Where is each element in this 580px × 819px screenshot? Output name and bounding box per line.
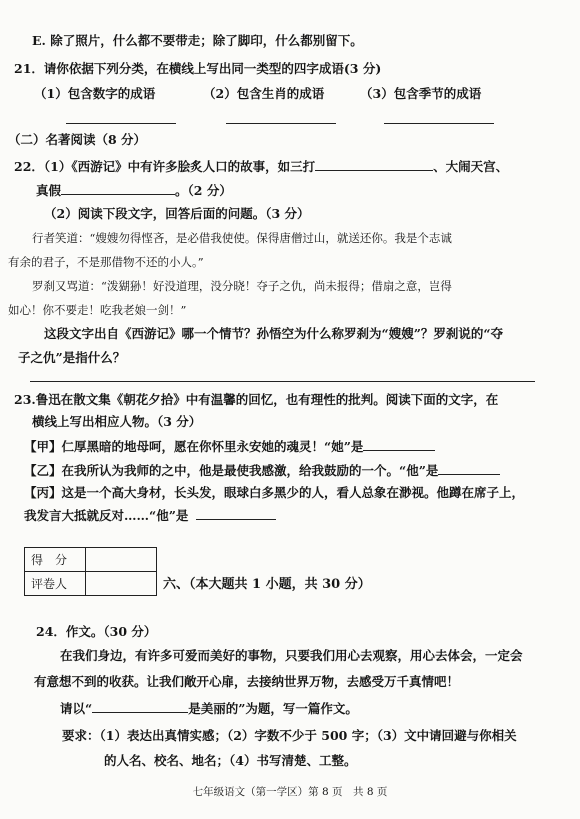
score-box — [24, 547, 157, 596]
grader-cell[interactable] — [86, 572, 157, 596]
q21-answer-line-1[interactable] — [66, 123, 176, 124]
q23-item-bing-2: 我发言大抵就反对……“他”是 — [24, 507, 276, 524]
q23-item-yi: 【乙】在我所认为我师的之中，他是最使我感激，给我鼓励的一个。“他”是 — [24, 462, 500, 479]
q21-answer-line-3[interactable] — [384, 123, 494, 124]
q23-prompt-2: 横线上写出相应人物。（3 分） — [32, 414, 202, 429]
page-footer: 七年级语文（第一学区）第 8 页 共 8 页 — [192, 786, 388, 798]
q21-category-3: （3）包含季节的成语 — [360, 86, 482, 101]
q23-blank-yi[interactable] — [438, 462, 500, 475]
q24-intro-line-1: 在我们身边，有许多可爱而美好的事物，只要我们用心去观察，用心去体会，一定会 — [60, 648, 523, 663]
q22-question-line-2: 子之仇”是指什么？ — [18, 350, 126, 365]
section-reading-title: （二）名著阅读（8 分） — [8, 132, 147, 147]
q24-title: 24．作文。（30 分） — [36, 624, 157, 639]
q21-category-1: （1）包含数字的成语 — [34, 86, 156, 101]
q24-topic-blank[interactable] — [92, 700, 188, 713]
q24-intro-line-2: 有意想不到的收获。让我们敞开心扉，去接纳世界万物，去感受万千真情吧！ — [34, 674, 460, 689]
q22-question-line-1: 这段文字出自《西游记》哪一个情节？孙悟空为什么称罗刹为“嫂嫂”？罗刹说的“夺 — [44, 326, 504, 341]
section-six-title: 六、（本大题共 1 小题，共 30 分） — [163, 577, 371, 592]
q23-blank-jia[interactable] — [363, 438, 435, 451]
score-label: 得 分 — [25, 548, 86, 572]
score-cell[interactable] — [86, 548, 157, 572]
q22-answer-line[interactable] — [30, 381, 535, 382]
q24-topic: 请以“ 是美丽的”为题，写一篇作文。 — [60, 701, 358, 716]
q23-prompt-1: 23.鲁迅在散文集《朝花夕拾》中有温馨的回忆，也有理性的批判。阅读下面的文字，在 — [14, 392, 499, 407]
q20-option-e: E. 除了照片，什么都不要带走；除了脚印，什么都别留下。 — [32, 33, 363, 48]
q22-passage-line-1: 行者笑道：“嫂嫂勿得悭吝，是必借我使使。保得唐僧过山，就送还你。我是个志诚 — [32, 231, 452, 245]
q21-category-2: （2）包含生肖的成语 — [203, 86, 325, 101]
q22-part1: 22．（1）《西游记》中有许多脍炙人口的故事，如三打 、大闹天宫、 — [14, 159, 509, 174]
grader-label: 评卷人 — [25, 572, 86, 596]
q22-part1-cont: 真假 。（2 分） — [36, 183, 232, 198]
q24-requirements-line-1: 要求：（1）表达出真情实感；（2）字数不少于 500 字；（3）文中请回避与你相关 — [62, 728, 517, 743]
q22-part2: （2）阅读下段文字，回答后面的问题。（3 分） — [44, 206, 310, 221]
q23-item-bing-1: 【丙】这是一个高大身材，长头发，眼球白多黑少的人，看人总象在渺视。他蹲在席子上， — [24, 485, 525, 500]
q22-blank-2[interactable] — [61, 182, 175, 195]
q22-passage-line-4: 如心！你不要走！吃我老娘一剑！” — [8, 303, 187, 317]
q21-answer-line-2[interactable] — [226, 123, 336, 124]
q24-requirements-line-2: 的人名、校名、地名；（4）书写清楚、工整。 — [104, 753, 357, 768]
q22-blank-1[interactable] — [315, 158, 433, 171]
q23-blank-bing[interactable] — [196, 507, 276, 520]
q22-passage-line-2: 有余的君子，不是那借物不还的小人。” — [8, 255, 204, 269]
q21-prompt: 21．请你依据下列分类，在横线上写出同一类型的四字成语(3 分) — [14, 61, 382, 76]
q22-passage-line-3: 罗刹又骂道：“泼猢狲！好没道理，没分晓！夺子之仇，尚未报得；借扇之意，岂得 — [32, 279, 452, 293]
q23-item-jia: 【甲】仁厚黑暗的地母呵，愿在你怀里永安她的魂灵！“她”是 — [24, 438, 435, 455]
